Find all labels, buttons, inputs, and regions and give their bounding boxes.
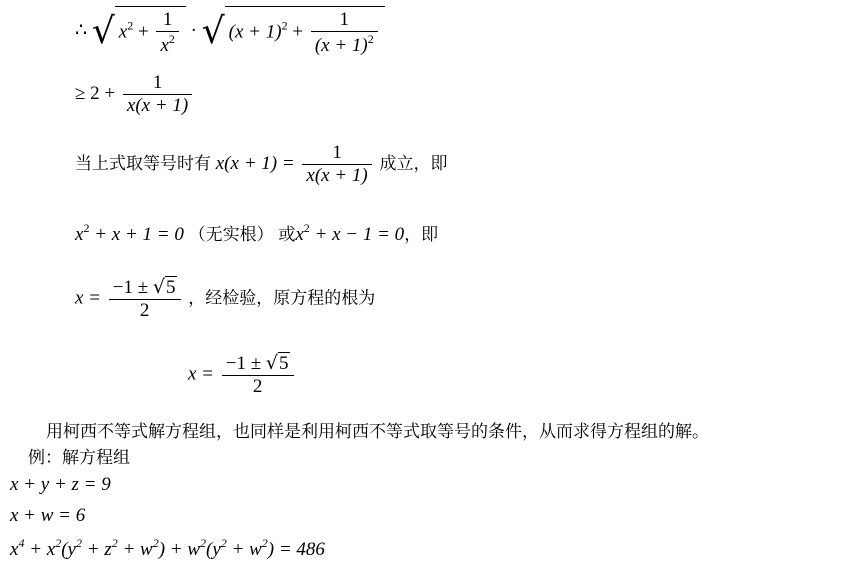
fraction: $\frac{1}{x(x + 1)}$ [302,142,371,187]
equation-3: 当上式取等号时有 x(x + 1) = $\frac{1}{x(x + 1)}$ 成立，即 [75,142,448,186]
example-label: 例：解方程组 [28,448,130,468]
dot-operator: · [190,19,197,41]
therefore-symbol: ∴ [75,19,88,41]
radical-1: √ $x^2$ + $\frac{1}{x^2}$ [92,6,186,57]
system-equation-1: x + y + z = 9 [10,474,111,495]
fraction: $\frac{1}{x^2}$ [156,9,178,57]
equation-4: $x^2 + x + 1 = 0$ （无实根） 或$x^2 + x - 1 = 0$，即 [75,221,439,245]
fraction: $\frac{-1 \pm √5}{2}$ [109,276,181,322]
equation-5: x = $\frac{-1 \pm √5}{2}$ ，经检验，原方程的根为 [75,276,376,321]
body-paragraph: 用柯西不等式解方程组，也同样是利用柯西不等式取等号的条件，从而求得方程组的解。 [46,422,709,442]
fraction: $\frac{1}{(x + 1)^2}$ [311,9,378,57]
fraction: $\frac{-1 \pm √5}{2}$ [222,352,294,398]
equation-2: ≥ 2 + $\frac{1}{x(x + 1)}$ [75,72,195,117]
equation-1 [75,6,385,57]
fraction: $\frac{1}{x(x + 1)}$ [123,72,192,117]
system-equation-2: x + w = 6 [10,505,86,526]
equation-6: x = $\frac{-1 \pm √5}{2}$ [188,352,297,398]
radical-2: √ $(x + 1)^2$ + $\frac{1}{(x + 1)^2}$ [202,6,385,57]
system-equation-3: $x^4 + x^2(y^2 + z^2 + w^2) + w^2(y^2 + w^2) = 486$ [10,536,325,560]
